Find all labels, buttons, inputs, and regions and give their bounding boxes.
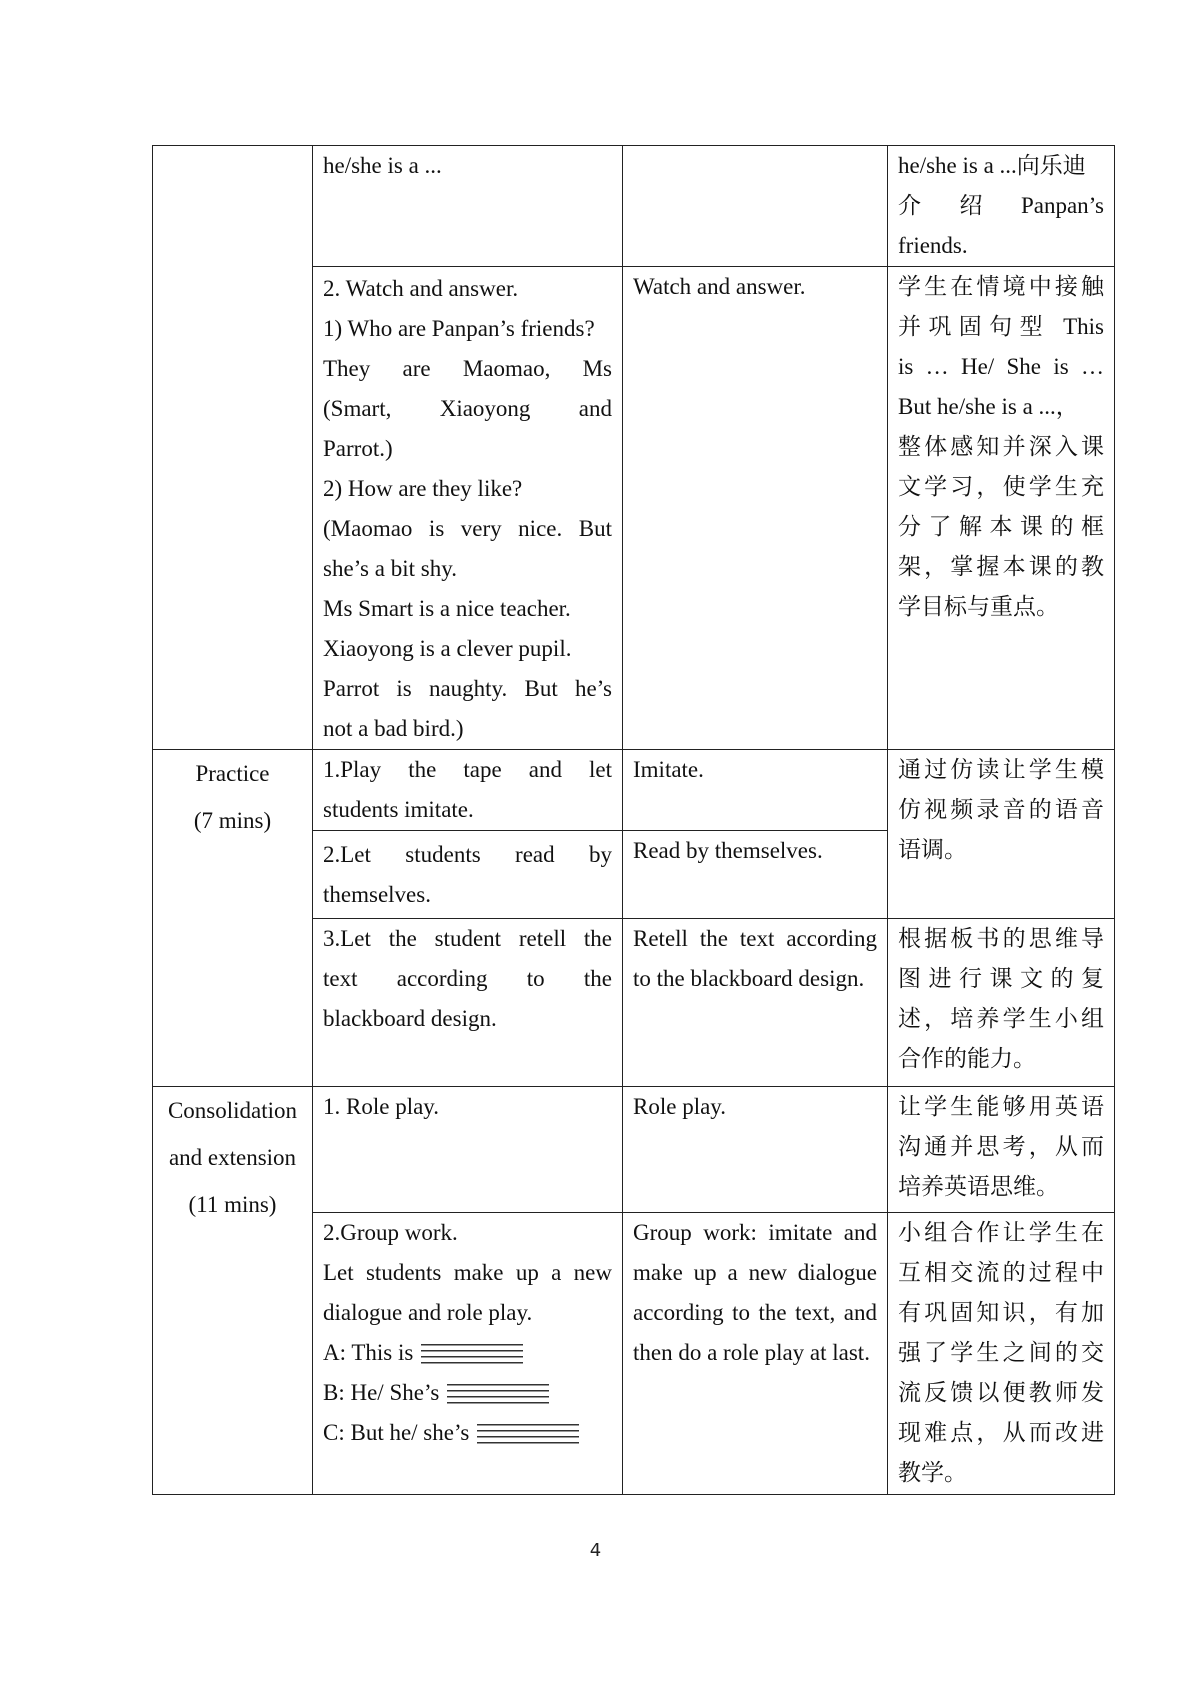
teacher-activity-text: he/she is a ... xyxy=(323,153,442,178)
purpose-line: 培养英语思维。 xyxy=(898,1174,1059,1199)
teacher-activity-line: blackboard design. xyxy=(323,1006,497,1031)
purpose-line: 让学生能够用英语 xyxy=(898,1094,1104,1119)
fill-blank xyxy=(421,1342,523,1366)
student-activity-cell xyxy=(623,267,888,750)
student-activity-text: Imitate. xyxy=(633,757,704,782)
student-activity-text: Retell the text according to the blackboard design. xyxy=(633,926,877,991)
purpose-cell xyxy=(888,919,1115,1087)
teacher-activity-cell xyxy=(313,750,623,831)
purpose-line: 根据板书的思维导 xyxy=(898,926,1104,951)
purpose-line: is … He/ She is … xyxy=(898,354,1104,379)
student-activity-cell xyxy=(623,831,888,919)
teacher-activity-cell xyxy=(313,1213,623,1495)
purpose-line: 流反馈以便教师发 xyxy=(898,1380,1104,1405)
purpose-line: 分了解本课的框 xyxy=(898,514,1104,539)
teacher-activity-text: 1. Role play. xyxy=(323,1094,440,1119)
stage-name: and extension xyxy=(168,1145,297,1170)
purpose-line: 互相交流的过程中 xyxy=(898,1260,1104,1285)
stage-name: Practice xyxy=(195,761,270,786)
purpose-line: But he/she is a ...， xyxy=(898,394,1079,419)
teacher-activity-line: 2.Group work. xyxy=(323,1220,458,1245)
table-row xyxy=(153,146,1115,267)
student-activity-cell xyxy=(623,146,888,267)
teacher-activity-line: dialogue and role play. xyxy=(323,1300,533,1325)
student-activity-cell xyxy=(623,750,888,831)
teacher-activity-line: 1.Play the tape and let xyxy=(323,757,612,782)
teacher-activity-line: (Maomao is very nice. But xyxy=(323,516,612,541)
dialogue-text: B: He/ She’s xyxy=(323,1380,440,1405)
purpose-line: 强了学生之间的交 xyxy=(898,1340,1104,1365)
teacher-activity-line: she’s a bit shy. xyxy=(323,556,457,581)
purpose-line: 有巩固知识，有加 xyxy=(898,1300,1104,1325)
teacher-activity-cell xyxy=(313,1087,623,1213)
table-row xyxy=(153,1087,1115,1213)
teacher-activity-line: 2. Watch and answer. xyxy=(323,276,519,301)
purpose-cell xyxy=(888,750,1115,919)
purpose-line: 述，培养学生小组 xyxy=(898,1006,1104,1031)
student-activity-text: Role play. xyxy=(633,1094,727,1119)
purpose-line: 学生在情境中接触 xyxy=(898,274,1104,299)
teacher-activity-line: 2) How are they like? xyxy=(323,476,523,501)
teacher-activity-cell xyxy=(313,831,623,919)
teacher-activity-line: Parrot.) xyxy=(323,436,393,461)
teacher-activity-line: Parrot is naughty. But he’s xyxy=(323,676,612,701)
purpose-line: 并巩固句型 This xyxy=(898,314,1104,339)
purpose-line: friends. xyxy=(898,233,968,258)
teacher-activity-line: themselves. xyxy=(323,882,431,907)
dialogue-line-a xyxy=(323,1333,612,1373)
teacher-activity-line: not a bad bird.) xyxy=(323,716,464,741)
student-activity-text: Watch and answer. xyxy=(633,274,806,299)
page-number: 4 xyxy=(589,1540,602,1561)
lesson-plan-table xyxy=(152,145,1115,1495)
teacher-activity-line: Let students make up a new xyxy=(323,1260,612,1285)
purpose-cell xyxy=(888,1213,1115,1495)
stage-time: (7 mins) xyxy=(193,808,272,833)
teacher-activity-cell xyxy=(313,267,623,750)
purpose-line: 文学习，使学生充 xyxy=(898,474,1104,499)
purpose-line: 合作的能力。 xyxy=(898,1046,1036,1071)
teacher-activity-line: Ms Smart is a nice teacher. xyxy=(323,596,571,621)
purpose-line: 整体感知并深入课 xyxy=(898,434,1104,459)
purpose-line: 通过仿读让学生模 xyxy=(898,757,1104,782)
purpose-line: he/she is a ...向乐迪 xyxy=(898,153,1086,178)
teacher-activity-line: They are Maomao, Ms xyxy=(323,356,612,381)
teacher-activity-line: 3.Let the student retell the xyxy=(323,926,612,951)
purpose-cell xyxy=(888,1087,1115,1213)
student-activity-cell xyxy=(623,1213,888,1495)
stage-name: Consolidation xyxy=(167,1098,298,1123)
purpose-line: 介 绍 Panpan’s xyxy=(898,193,1104,218)
dialogue-line-c xyxy=(323,1413,612,1453)
dialogue-text: C: But he/ she’s xyxy=(323,1420,470,1445)
dialogue-text: A: This is xyxy=(323,1340,414,1365)
purpose-line: 仿视频录音的语音 xyxy=(898,797,1104,822)
teacher-activity-cell xyxy=(313,919,623,1087)
teacher-activity-line: 1) Who are Panpan’s friends? xyxy=(323,316,595,341)
teacher-activity-line: (Smart, Xiaoyong and xyxy=(323,396,612,421)
purpose-line: 学目标与重点。 xyxy=(898,594,1059,619)
dialogue-line-b xyxy=(323,1373,612,1413)
stage-time: (11 mins) xyxy=(188,1192,277,1217)
purpose-line: 小组合作让学生在 xyxy=(898,1220,1104,1245)
student-activity-text: Group work: imitate and make up a new dialogue according to the text, and then do a role play at last. xyxy=(633,1220,877,1365)
purpose-line: 图进行课文的复 xyxy=(898,966,1104,991)
purpose-line: 教学。 xyxy=(898,1460,967,1485)
purpose-line: 沟通并思考，从而 xyxy=(898,1134,1104,1159)
teacher-activity-line: Xiaoyong is a clever pupil. xyxy=(323,636,572,661)
student-activity-text: Read by themselves. xyxy=(633,838,823,863)
stage-cell-practice xyxy=(153,750,313,1087)
teacher-activity-line: 2.Let students read by xyxy=(323,842,612,867)
teacher-activity-cell xyxy=(313,146,623,267)
student-activity-cell xyxy=(623,919,888,1087)
teacher-activity-line: students imitate. xyxy=(323,797,474,822)
stage-cell-consolidation xyxy=(153,1087,313,1495)
student-activity-cell xyxy=(623,1087,888,1213)
fill-blank xyxy=(477,1422,579,1446)
teacher-activity-line: text according to the xyxy=(323,966,612,991)
purpose-cell xyxy=(888,146,1115,267)
purpose-line: 语调。 xyxy=(898,837,967,862)
table-row xyxy=(153,750,1115,831)
purpose-line: 架，掌握本课的教 xyxy=(898,554,1104,579)
fill-blank xyxy=(447,1382,549,1406)
stage-cell-presentation xyxy=(153,146,313,750)
purpose-cell xyxy=(888,267,1115,750)
purpose-line: 现难点，从而改进 xyxy=(898,1420,1104,1445)
